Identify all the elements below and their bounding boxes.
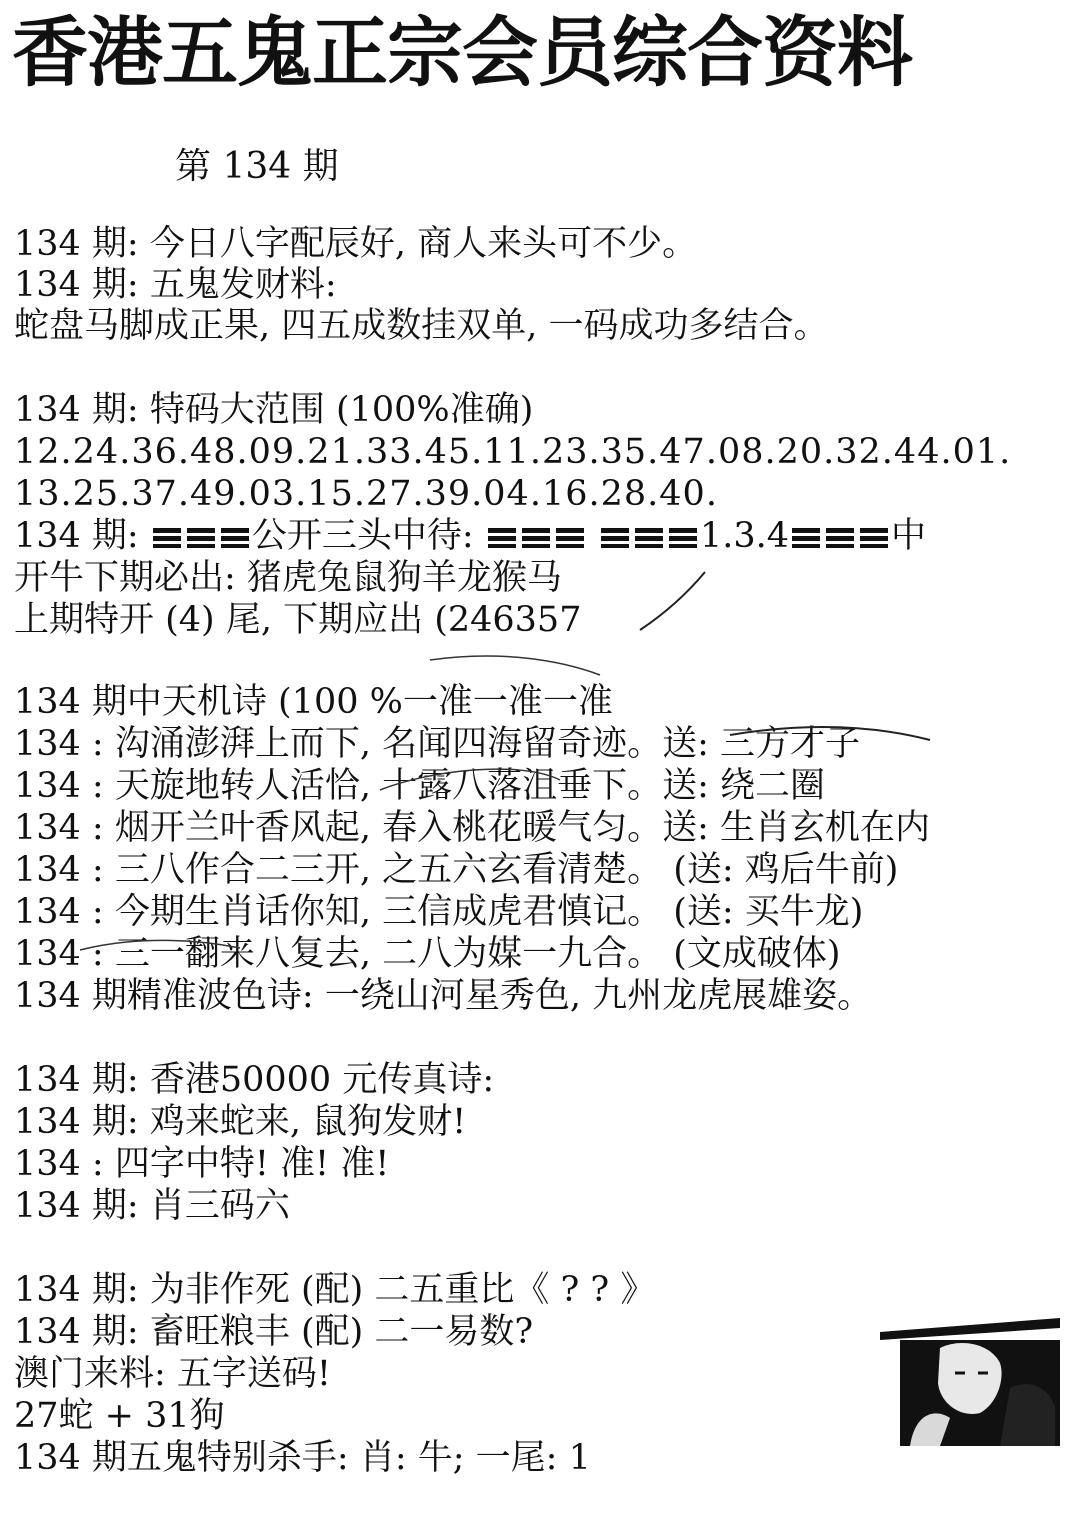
text-line: 134 : 四字中特! 准! 准! (14, 1144, 390, 1184)
redaction-bars (789, 514, 891, 558)
poem-line: 134 : 烟开兰叶香风起, 春入桃花暖气匀。送: 生肖玄机在内 (14, 808, 931, 848)
number-list-line: 13.25.37.49.03.15.27.39.04.16.28.40. (14, 474, 718, 514)
redaction-bars (598, 514, 700, 558)
poem-line: 134 : 沟涌澎湃上而下, 名闻四海留奇迹。送: 三方才子 (14, 724, 861, 764)
redaction-bars (150, 514, 252, 558)
text-line: 开牛下期必出: 猪虎兔鼠狗羊龙猴马 (14, 558, 562, 598)
text-line: 27蛇 + 31狗 (14, 1396, 225, 1436)
page-title: 香港五鬼正宗会员综合资料 (12, 8, 912, 97)
poem-line: 134 : 三八作合二三开, 之五六玄看清楚。 (送: 鸡后牛前) (14, 850, 899, 890)
text-fragment: 公开三头中待: (251, 516, 474, 556)
text-line: 134 期: 五鬼发财料: (14, 265, 337, 305)
text-line: 134 期: 特码大范围 (100%准确) (14, 390, 534, 430)
text-line: 134 期: 香港50000 元传真诗: (14, 1060, 495, 1100)
text-line: 134 期: 畜旺粮丰 (配) 二一易数? (14, 1312, 534, 1352)
text-line: 134 期中天机诗 (100 %一准一准一准 (14, 682, 613, 722)
text-line: 134 期: 肖三码六 (14, 1186, 290, 1226)
text-line: 134 期: 今日八字配辰好, 商人来头可不少。 (14, 224, 698, 264)
text-line: 134 期: 为非作死 (配) 二五重比《 ? ? 》 (14, 1270, 656, 1310)
text-fragment: 中 (891, 516, 927, 556)
text-line: 澳门来料: 五字送码! (14, 1354, 331, 1394)
poem-line: 134 : 今期生肖话你知, 三信成虎君慎记。 (送: 买牛龙) (14, 892, 864, 932)
redacted-line: 134 期: 公开三头中待: 1.3.4 中 (14, 516, 927, 556)
portrait-photo (880, 1318, 1060, 1446)
redaction-bars (485, 514, 587, 558)
poem-line: 134 : 三一翻来八复去, 二八为媒一九合。 (文成破体) (14, 934, 841, 974)
number-list-line: 12.24.36.48.09.21.33.45.11.23.35.47.08.20.32.44.01. (14, 432, 1012, 472)
text-line: 134 期精准波色诗: 一绕山河星秀色, 九州龙虎展雄姿。 (14, 976, 873, 1016)
text-line: 蛇盘马脚成正果, 四五成数挂双单, 一码成功多结合。 (14, 306, 829, 346)
text-fragment: 1.3.4 (699, 516, 790, 556)
text-line: 134 期: 鸡来蛇来, 鼠狗发财! (14, 1102, 467, 1142)
text-line: 上期特开 (4) 尾, 下期应出 (246357 (14, 600, 582, 640)
poem-line: 134 : 天旋地转人活恰, 十露八落沮垂下。送: 绕二圈 (14, 766, 826, 806)
text-line: 134 期五鬼特别杀手: 肖: 牛; 一尾: 1 (14, 1438, 591, 1478)
issue-number: 第 134 期 (175, 146, 339, 187)
